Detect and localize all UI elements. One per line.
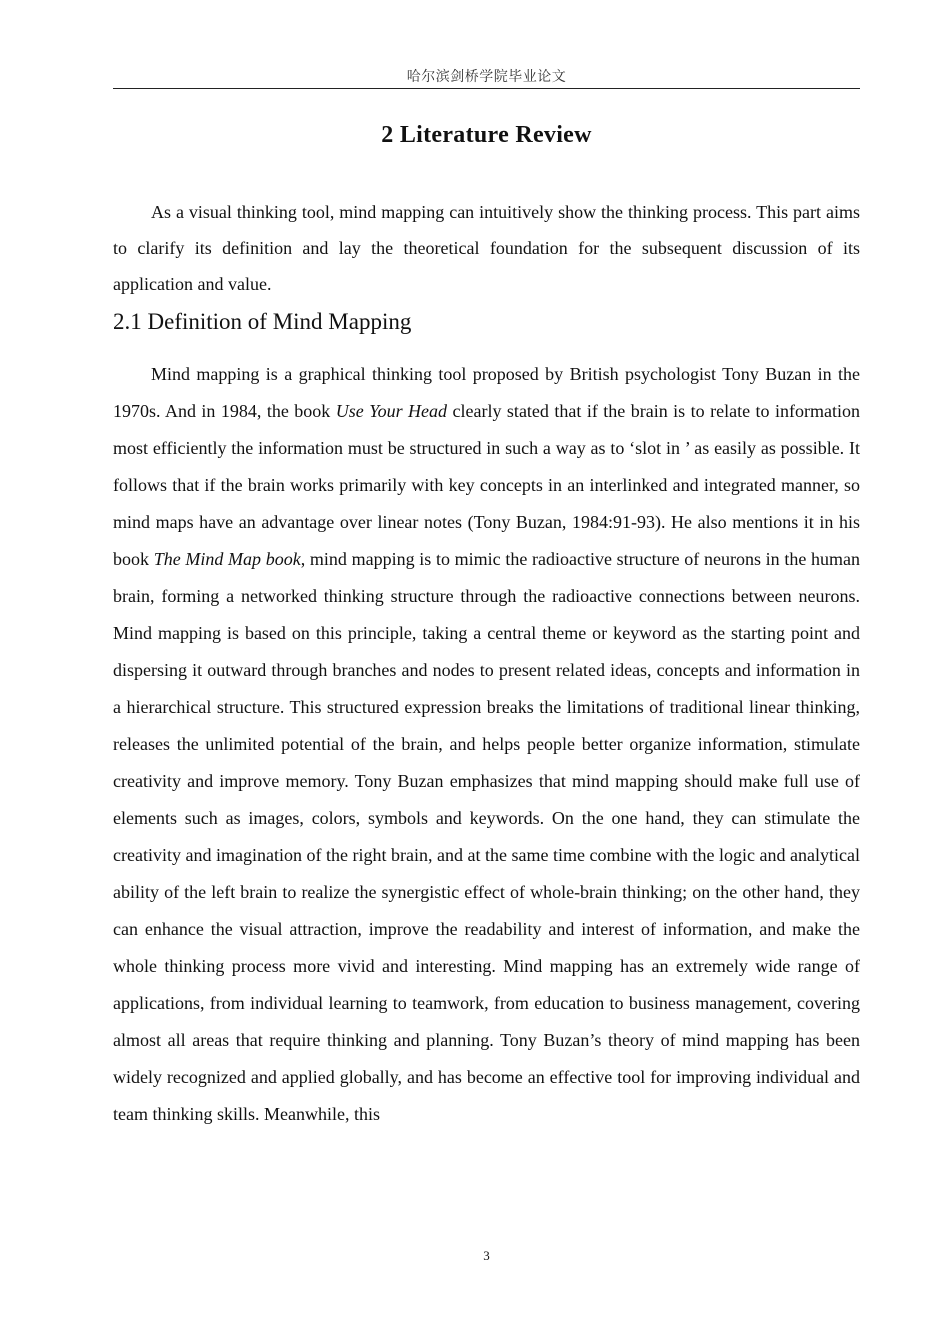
- intro-paragraph: As a visual thinking tool, mind mapping can intuitively show the thinking process. This part aims to clarify its definition and lay the theoretical foundation for the subsequent discussion of its application and value.: [113, 202, 860, 294]
- body-text-part-2: clearly stated that if the brain is to relate to information most efficiently the information must be structured in such a way as to ‘slot in ’ as easily as possible. It follows that if the brain works primarily with key concepts in an interlinked and integrated manner, so mind maps have an advantage over linear notes (Tony Buzan, 1984:91-93). He also mentions it in his book: [113, 401, 860, 569]
- page-number: 3: [483, 1248, 490, 1263]
- header-rule: [113, 88, 860, 89]
- book-title-mind-map-book: The Mind Map book: [153, 549, 301, 569]
- book-title-use-your-head: Use Your Head: [335, 401, 448, 421]
- body-text-part-3: , mind mapping is to mimic the radioactive structure of neurons in the human brain, forming a networked thinking structure through the radioactive connections between neurons. Mind mapping is based on this principle, taking a central theme or keyword as the starting point and dispersing it outward through branches and nodes to present related ideas, concepts and information in a hierarchical structure. This structured expression breaks the limitations of traditional linear thinking, releases the unlimited potential of the brain, and helps people better organize information, stimulate creativity and improve memory. Tony Buzan emphasizes that mind mapping should make full use of elements such as images, colors, symbols and keywords. On the one hand, they can stimulate the creativity and imagination of the right brain, and at the same time combine with the logic and analytical ability of the left brain to realize the synergistic effect of whole-brain thinking; on the other hand, they can enhance the visual attraction, improve the readability and interest of information, and make the whole thinking process more vivid and interesting. Mind mapping has an extremely wide range of applications, from individual learning to teamwork, from education to business management, covering almost all areas that require thinking and planning. Tony Buzan’s theory of mind mapping has been widely recognized and applied globally, and has become an effective tool for improving individual and team thinking skills. Meanwhile, this: [113, 549, 861, 1124]
- body-paragraph: [113, 356, 860, 1133]
- running-header: 哈尔滨剑桥学院毕业论文: [406, 70, 567, 85]
- chapter-title: 2 Literature Review: [381, 122, 592, 148]
- body-text-part-1: Mind mapping is a graphical thinking tool proposed by British psychologist Tony Buzan in the 1970s. And in 1984, the book: [113, 364, 860, 421]
- section-heading: 2.1 Definition of Mind Mapping: [113, 309, 412, 334]
